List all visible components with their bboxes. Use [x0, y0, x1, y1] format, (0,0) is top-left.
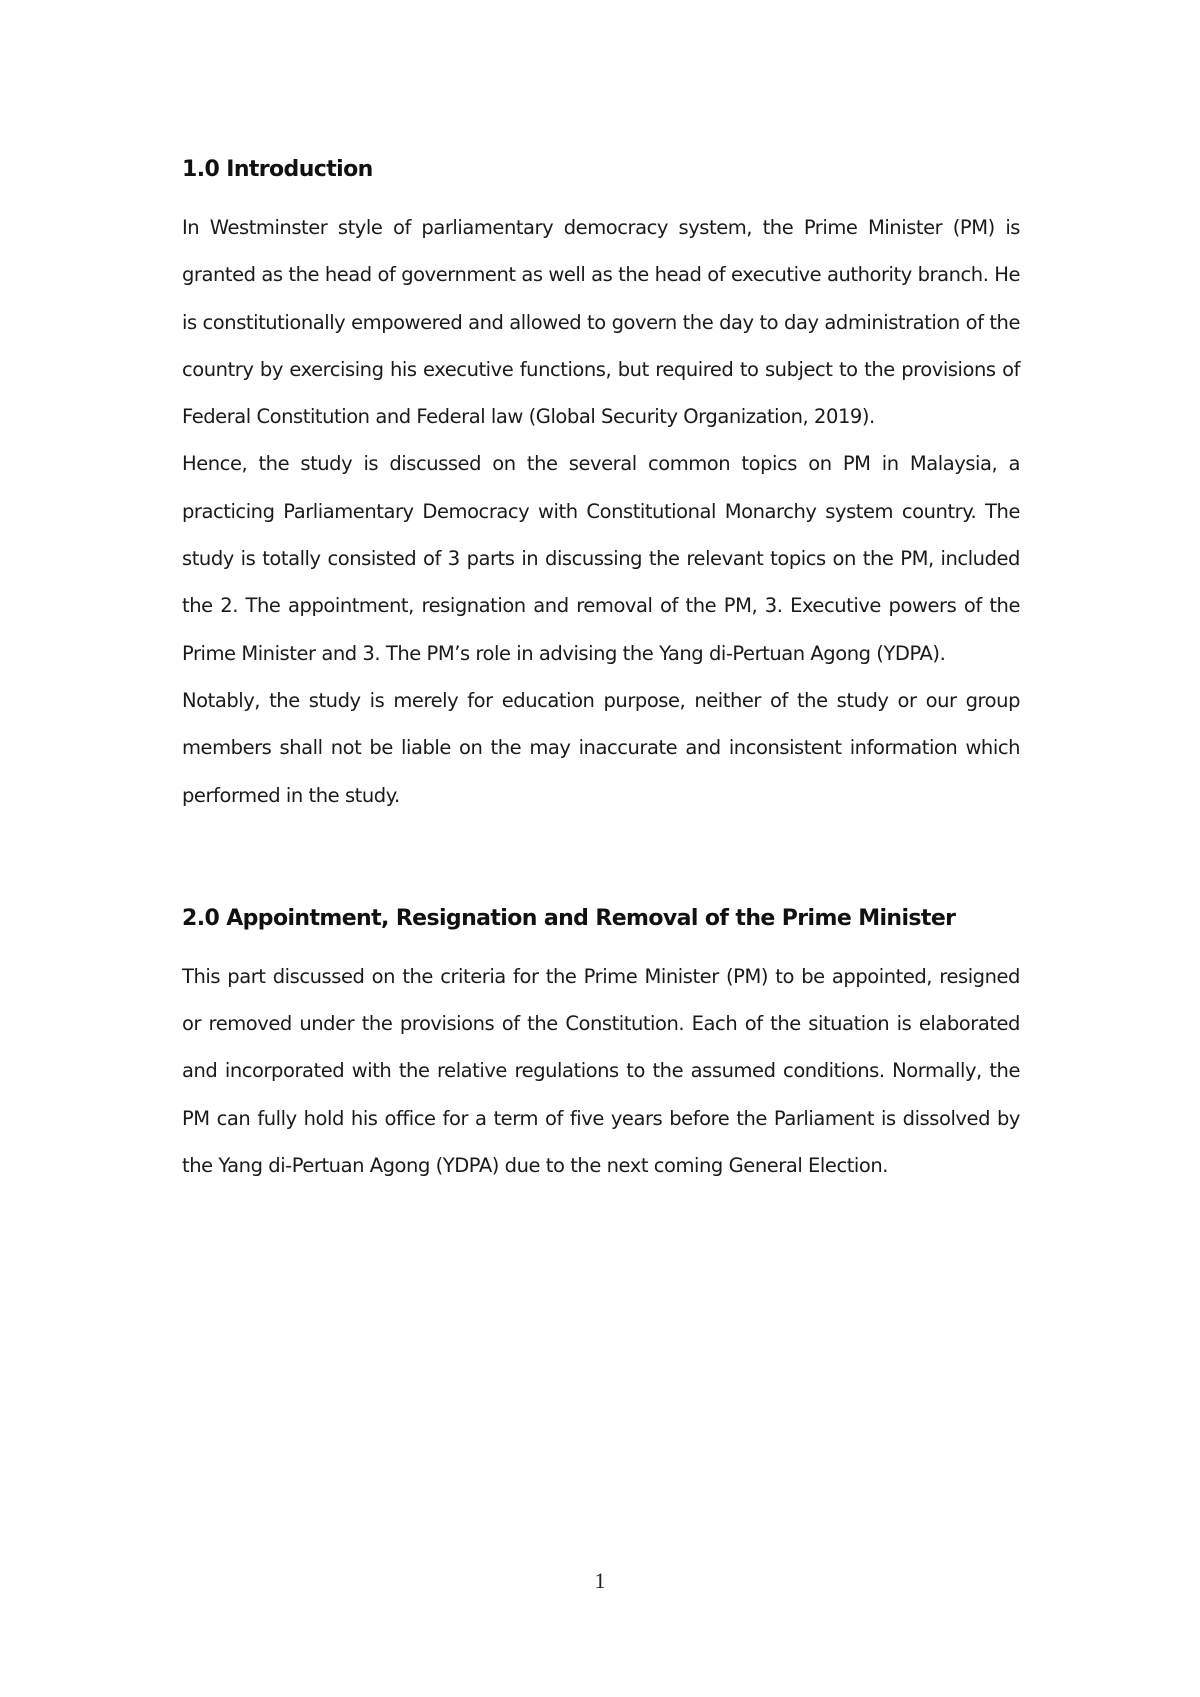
section-heading-introduction: 1.0 Introduction: [182, 157, 373, 182]
paragraph-intro-3: Notably, the study is merely for education purpose, neither of the study or our group members shall not be liable on the may inaccurate and inconsistent information which performed in the study.: [182, 688, 1020, 807]
spacer: [182, 939, 1020, 953]
page-number: 1: [594, 1568, 606, 1593]
page-content: [182, 150, 1020, 1189]
paragraph-intro-1: In Westminster style of parliamentary democracy system, the Prime Minister (PM) is granted as the head of government as well as the head of executive authority branch. He is constitutionally empowered and allowed to govern the day to day administration of the country by exercising his executive functions, but required to subject to the provisions of Federal Constitution and Federal law (Global Security Organization, 2019).: [182, 216, 1020, 429]
paragraph-appointment-1: This part discussed on the criteria for the Prime Minister (PM) to be appointed, resigned or removed under the provisions of the Constitution. Each of the situation is elaborated and incorporated with the relative regulations to the assumed conditions. Normally, the PM can fully hold his office for a term of five years before the Parliament is dissolved by the Yang di-Pertuan Agong (YDPA) due to the next coming General Election.: [182, 964, 1020, 1178]
spacer: [182, 190, 1020, 204]
paragraph-intro-2: Hence, the study is discussed on the several common topics on PM in Malaysia, a practicing Parliamentary Democracy with Constitutional Monarchy system country. The study is totally consisted of 3 parts in discussing the relevant topics on the PM, included the 2. The appointment, resignation and removal of the PM, 3. Executive powers of the Prime Minister and 3. The PM’s role in advising the Yang di-Pertuan Agong (YDPA).: [182, 452, 1020, 665]
section-spacer: [182, 819, 1020, 899]
section-heading-appointment: 2.0 Appointment, Resignation and Removal of the Prime Minister: [182, 905, 956, 931]
